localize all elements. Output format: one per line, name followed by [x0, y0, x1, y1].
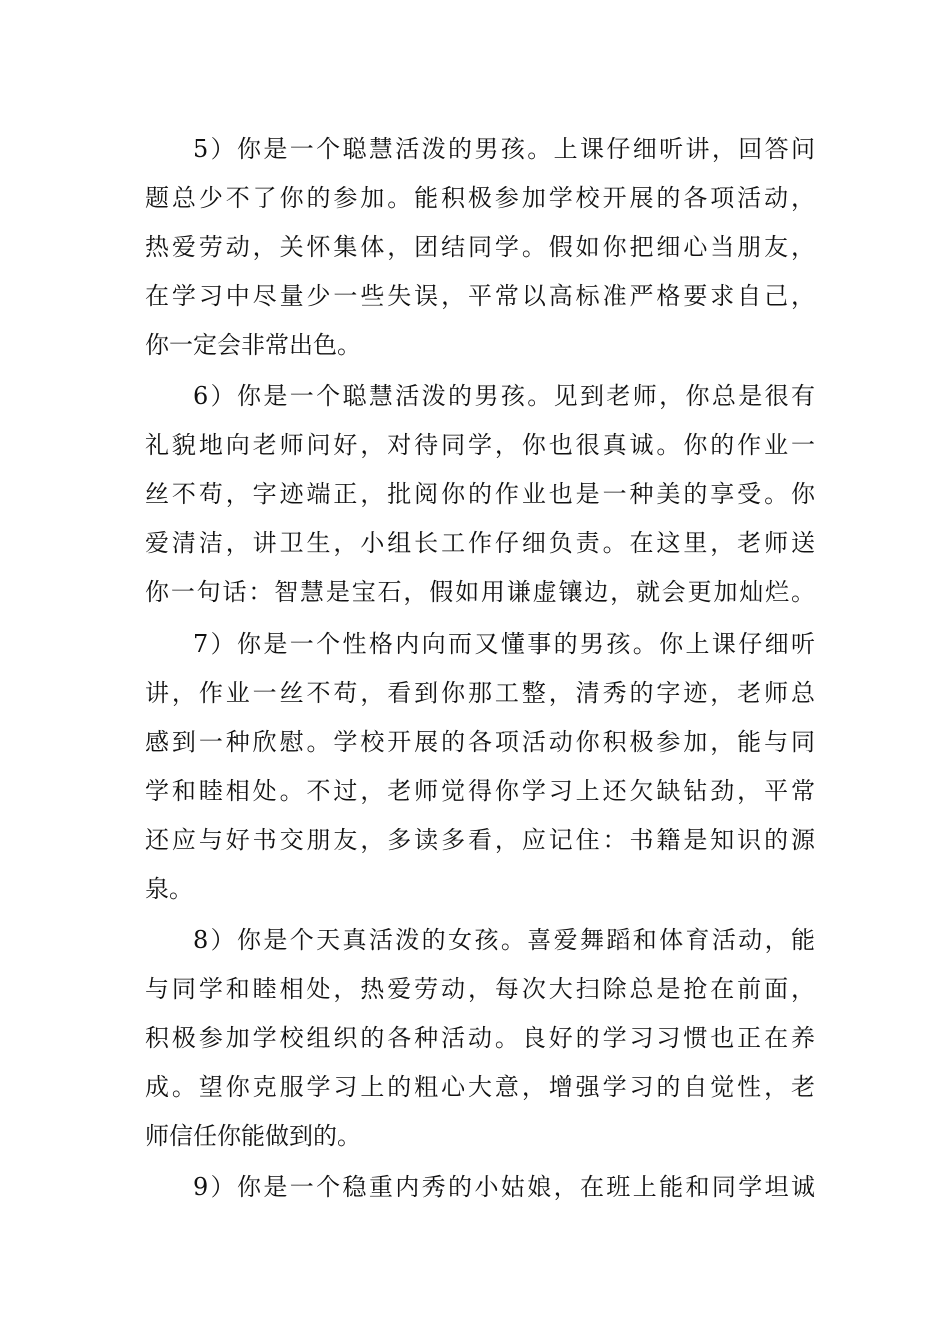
text-line: 丝不苟，字迹端正，批阅你的作业也是一种美的享受。你	[145, 480, 815, 508]
text-line: 还应与好书交朋友，多读多看，应记住：书籍是知识的源	[145, 826, 815, 854]
text-line: 6）你是一个聪慧活泼的男孩。见到老师，你总是很有	[193, 382, 815, 410]
text-line: 你一句话：智慧是宝石，假如用谦虚镶边，就会更加灿烂。	[145, 578, 815, 606]
text-line: 8）你是个天真活泼的女孩。喜爱舞蹈和体育活动，能	[193, 926, 815, 954]
text-line: 与同学和睦相处，热爱劳动，每次大扫除总是抢在前面，	[145, 975, 815, 1003]
text-line: 学和睦相处。不过，老师觉得你学习上还欠缺钻劲，平常	[145, 777, 815, 805]
text-line: 成。望你克服学习上的粗心大意，增强学习的自觉性，老	[145, 1073, 815, 1101]
text-line: 师信任你能做到的。	[145, 1122, 361, 1150]
text-line: 感到一种欣慰。学校开展的各项活动你积极参加，能与同	[145, 728, 815, 756]
text-line: 题总少不了你的参加。能积极参加学校开展的各项活动，	[145, 184, 815, 212]
text-line: 礼貌地向老师问好，对待同学，你也很真诚。你的作业一	[145, 431, 815, 459]
text-line: 9）你是一个稳重内秀的小姑娘，在班上能和同学坦诚	[193, 1173, 815, 1201]
text-line: 泉。	[145, 875, 193, 903]
text-line: 5）你是一个聪慧活泼的男孩。上课仔细听讲，回答问	[193, 135, 815, 163]
text-line: 7）你是一个性格内向而又懂事的男孩。你上课仔细听	[193, 630, 815, 658]
text-line: 热爱劳动，关怀集体，团结同学。假如你把细心当朋友，	[145, 233, 815, 261]
text-line: 在学习中尽量少一些失误，平常以高标准严格要求自己，	[145, 282, 815, 310]
text-line: 你一定会非常出色。	[145, 331, 361, 359]
text-line: 讲，作业一丝不苟，看到你那工整，清秀的字迹，老师总	[145, 679, 815, 707]
text-line: 积极参加学校组织的各种活动。良好的学习习惯也正在养	[145, 1024, 815, 1052]
text-line: 爱清洁，讲卫生，小组长工作仔细负责。在这里，老师送	[145, 529, 815, 557]
